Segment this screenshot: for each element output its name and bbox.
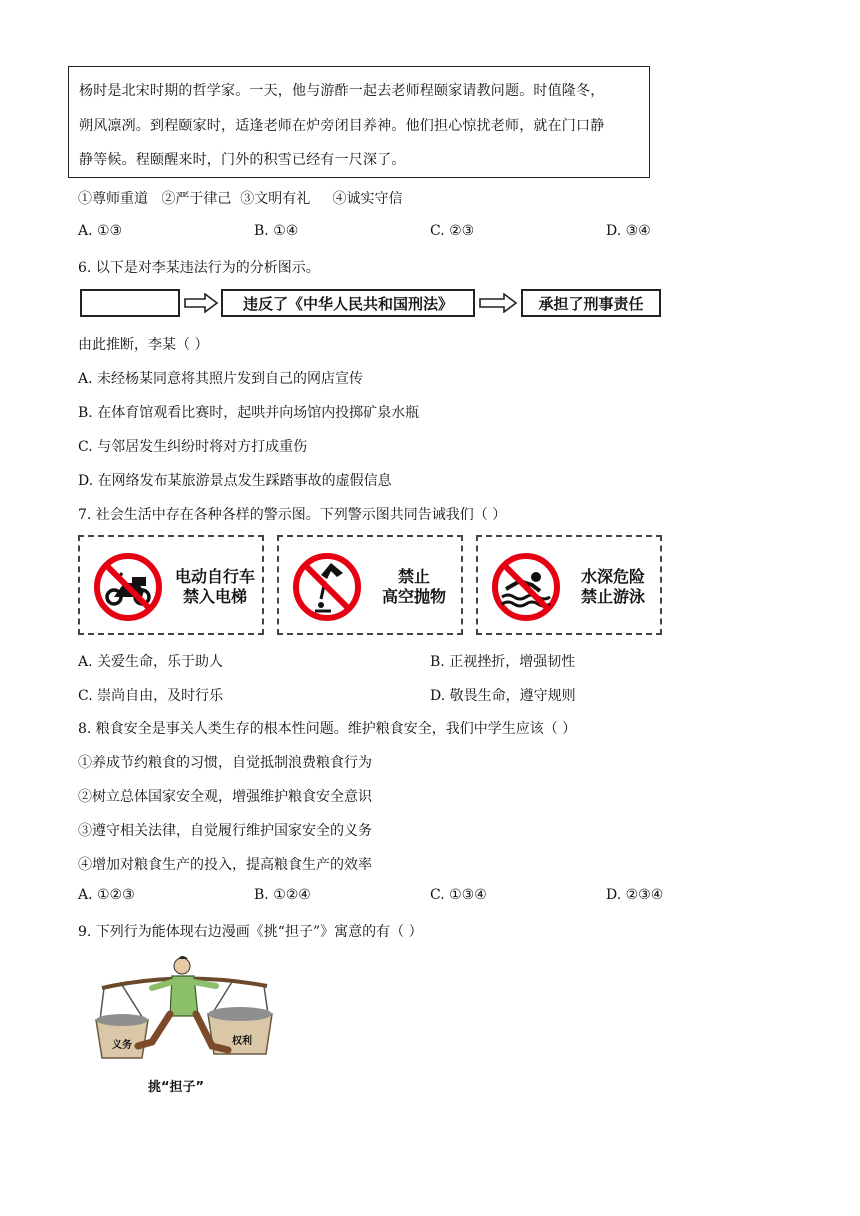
q8-statement: ②树立总体国家安全观，增强维护粮食安全意识	[78, 789, 372, 805]
sign-line: 禁止	[397, 567, 430, 586]
q5-option-d: D. ③④	[606, 223, 651, 239]
passage-line: 静等候。程颐醒来时，门外的积雪已经有一尺深了。	[79, 152, 406, 168]
q7-option-b: B. 正视挫折，增强韧性	[430, 654, 576, 670]
q7-option-a: A. 关爱生命，乐于助人	[78, 654, 224, 670]
q6-option-c: C. 与邻居发生纠纷时将对方打成重伤	[78, 439, 308, 455]
q7-stem: 7. 社会生活中存在各种各样的警示图。下列警示图共同告诫我们（ ）	[78, 507, 507, 523]
q6-option-b: B. 在体育馆观看比赛时，起哄并向场馆内投掷矿泉水瓶	[78, 405, 420, 421]
sign-line: 禁入电梯	[182, 587, 247, 606]
q6-stem: 6. 以下是对李某违法行为的分析图示。	[78, 260, 320, 276]
flow-blank-box	[80, 289, 180, 317]
sign-line: 电动自行车	[174, 567, 255, 586]
q5-statements: ①尊师重道 ②严于律己 ③文明有礼 ④诚实守信	[78, 191, 403, 207]
cartoon-basket-label-left: 义务	[112, 1040, 132, 1051]
no-throwing-icon	[291, 551, 363, 623]
passage-box	[68, 66, 650, 178]
q6-option-d: D. 在网络发布某旅游景点发生踩踏事故的虚假信息	[78, 473, 392, 489]
sign-line: 禁止游泳	[580, 587, 645, 606]
sign-text	[371, 567, 457, 607]
cartoon-caption: 挑“担子”	[148, 1080, 205, 1095]
flow-arrow-icon	[183, 293, 219, 313]
flow-law-box: 违反了《中华人民共和国刑法》	[221, 289, 475, 317]
sign-line: 水深危险	[580, 567, 645, 586]
q8-option-a: A. ①②③	[78, 887, 135, 903]
q8-option-c: C. ①③④	[430, 887, 487, 903]
passage-line: 朔风凛冽。到程颐家时，适逢老师在炉旁闭目养神。他们担心惊扰老师，就在门口静	[79, 118, 605, 134]
q8-option-d: D. ②③④	[606, 887, 664, 903]
cartoon-basket-label-right: 权利	[232, 1036, 252, 1047]
warning-sign-swimming	[476, 535, 662, 635]
q5-option-a: A. ①③	[78, 223, 123, 239]
no-ebike-icon	[92, 551, 164, 623]
cartoon	[82, 950, 282, 1100]
flow-liability-box: 承担了刑事责任	[521, 289, 661, 317]
flow-arrow-icon	[478, 293, 518, 313]
q8-statement: ③遵守相关法律，自觉履行维护国家安全的义务	[78, 823, 372, 839]
q7-option-c: C. 崇尚自由，及时行乐	[78, 688, 224, 704]
q5-option-c: C. ②③	[430, 223, 475, 239]
q7-option-d: D. 敬畏生命，遵守规则	[430, 688, 576, 704]
q8-statement: ④增加对粮食生产的投入，提高粮食生产的效率	[78, 857, 372, 873]
q8-option-b: B. ①②④	[254, 887, 311, 903]
warning-sign-throwing	[277, 535, 463, 635]
warning-sign-ebike	[78, 535, 264, 635]
q6-option-a: A. 未经杨某同意将其照片发到自己的网店宣传	[78, 371, 364, 387]
sign-text	[172, 567, 258, 607]
no-swimming-icon	[490, 551, 562, 623]
passage-line: 杨时是北宋时期的哲学家。一天，他与游酢一起去老师程颐家请教问题。时值隆冬，	[79, 83, 605, 99]
q5-option-b: B. ①④	[254, 223, 299, 239]
shoulder-pole-cartoon-icon	[82, 950, 282, 1080]
sign-text	[570, 567, 656, 607]
sign-line: 高空抛物	[381, 587, 446, 606]
q8-statement: ①养成节约粮食的习惯，自觉抵制浪费粮食行为	[78, 755, 372, 771]
q8-stem: 8. 粮食安全是事关人类生存的根本性问题。维护粮食安全，我们中学生应该（ ）	[78, 721, 577, 737]
q9-stem: 9. 下列行为能体现右边漫画《挑“担子”》寓意的有（ ）	[78, 924, 423, 940]
q6-prompt: 由此推断，李某（ ）	[78, 337, 209, 353]
